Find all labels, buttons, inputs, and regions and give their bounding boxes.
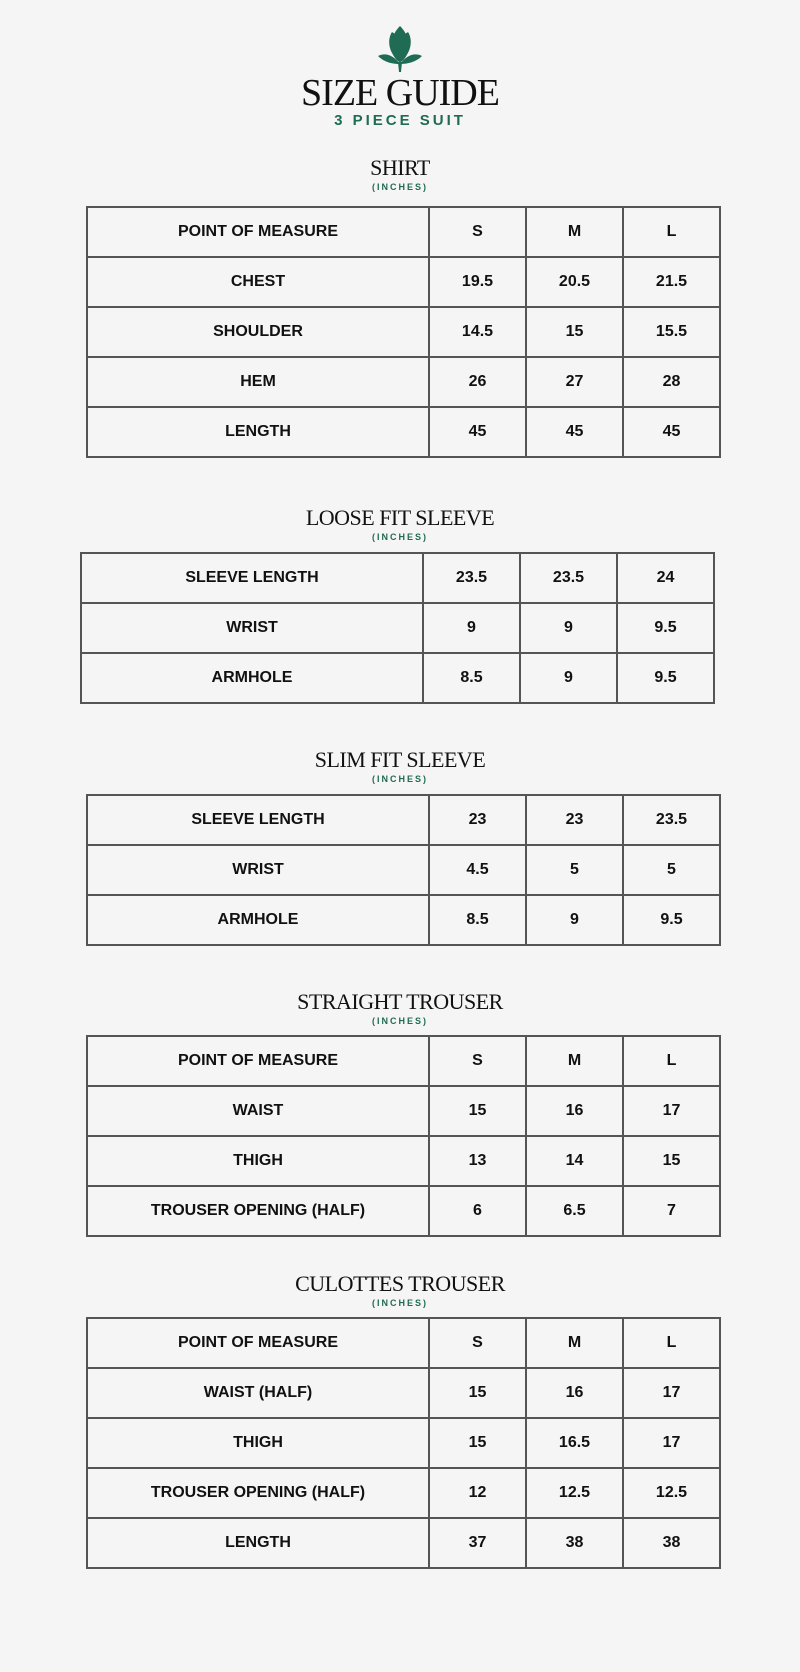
table-cell: 23 (429, 795, 526, 845)
table-cell: 21.5 (623, 257, 720, 307)
table-row (81, 553, 714, 603)
table-cell: ARMHOLE (87, 895, 429, 945)
page-title: SIZE GUIDE (301, 72, 499, 114)
table-cell: SLEEVE LENGTH (87, 795, 429, 845)
table-cell: 13 (429, 1136, 526, 1186)
table-cell: 20.5 (526, 257, 623, 307)
table-cell: 12 (429, 1468, 526, 1518)
table-cell: 9.5 (617, 603, 714, 653)
table-cell: 12.5 (623, 1468, 720, 1518)
section-unit: (INCHES) (372, 1298, 428, 1308)
section-title: LOOSE FIT SLEEVE (305, 505, 495, 530)
table-cell: HEM (87, 357, 429, 407)
table-cell: 45 (526, 407, 623, 457)
table-cell: 28 (623, 357, 720, 407)
table-row (87, 357, 720, 407)
table-row (87, 407, 720, 457)
table-cell: M (526, 1036, 623, 1086)
table-cell: 8.5 (423, 653, 520, 703)
table-cell: 9 (520, 603, 617, 653)
table-cell: 17 (623, 1368, 720, 1418)
section-title: STRAIGHT TROUSER (297, 989, 503, 1014)
table-cell: TROUSER OPENING (HALF) (87, 1468, 429, 1518)
table-cell: WRIST (87, 845, 429, 895)
table-row (87, 1418, 720, 1468)
table-cell: S (429, 1318, 526, 1368)
table-cell: 37 (429, 1518, 526, 1568)
table-cell: 7 (623, 1186, 720, 1236)
table-cell: 23.5 (423, 553, 520, 603)
table-cell: 17 (623, 1418, 720, 1468)
table-row (87, 895, 720, 945)
table-cell: 14.5 (429, 307, 526, 357)
table-cell: THIGH (87, 1418, 429, 1468)
lotus-icon (374, 22, 426, 74)
table-cell: 16.5 (526, 1418, 623, 1468)
straight-trouser-table (86, 1035, 721, 1237)
table-cell: S (429, 1036, 526, 1086)
table-cell: L (623, 1318, 720, 1368)
section-loose-fit-sleeve (0, 505, 800, 543)
table-cell: WAIST (87, 1086, 429, 1136)
table-cell: CHEST (87, 257, 429, 307)
section-title: SLIM FIT SLEEVE (314, 747, 486, 772)
table-cell: 4.5 (429, 845, 526, 895)
section-culottes-trouser (0, 1271, 800, 1309)
table-cell: 45 (623, 407, 720, 457)
section-unit: (INCHES) (372, 1016, 428, 1026)
table-cell: SHOULDER (87, 307, 429, 357)
table-cell: S (429, 207, 526, 257)
table-cell: 8.5 (429, 895, 526, 945)
table-cell: 23.5 (520, 553, 617, 603)
table-row (87, 1086, 720, 1136)
table-cell: 45 (429, 407, 526, 457)
table-cell: LENGTH (87, 1518, 429, 1568)
table-cell: 5 (526, 845, 623, 895)
table-cell: M (526, 207, 623, 257)
table-cell: POINT OF MEASURE (87, 207, 429, 257)
table-cell: 9 (520, 653, 617, 703)
table-cell: 16 (526, 1368, 623, 1418)
section-straight-trouser (0, 989, 800, 1027)
table-cell: 5 (623, 845, 720, 895)
table-cell: 16 (526, 1086, 623, 1136)
table-cell: 23.5 (623, 795, 720, 845)
table-row (87, 307, 720, 357)
table-row (87, 1036, 720, 1086)
table-cell: TROUSER OPENING (HALF) (87, 1186, 429, 1236)
table-cell: 15 (429, 1368, 526, 1418)
table-cell: L (623, 1036, 720, 1086)
table-cell: 9.5 (617, 653, 714, 703)
table-row (87, 795, 720, 845)
table-cell: 15 (526, 307, 623, 357)
table-cell: LENGTH (87, 407, 429, 457)
table-cell: THIGH (87, 1136, 429, 1186)
section-unit: (INCHES) (372, 532, 428, 542)
table-cell: 9.5 (623, 895, 720, 945)
table-cell: 38 (526, 1518, 623, 1568)
table-cell: 15 (623, 1136, 720, 1186)
table-cell: 38 (623, 1518, 720, 1568)
table-cell: 6 (429, 1186, 526, 1236)
table-cell: 15.5 (623, 307, 720, 357)
section-unit: (INCHES) (372, 774, 428, 784)
slim-fit-sleeve-table (86, 794, 721, 946)
table-cell: 12.5 (526, 1468, 623, 1518)
table-cell: 14 (526, 1136, 623, 1186)
section-shirt (0, 155, 800, 193)
table-cell: WAIST (HALF) (87, 1368, 429, 1418)
table-row (87, 1368, 720, 1418)
table-row (81, 653, 714, 703)
section-unit: (INCHES) (372, 182, 428, 192)
table-row (87, 1518, 720, 1568)
page-subtitle: 3 PIECE SUIT (334, 112, 466, 129)
table-row (81, 603, 714, 653)
table-cell: SLEEVE LENGTH (81, 553, 423, 603)
table-cell: 9 (423, 603, 520, 653)
table-cell: POINT OF MEASURE (87, 1036, 429, 1086)
table-row (87, 207, 720, 257)
table-row (87, 845, 720, 895)
table-row (87, 1468, 720, 1518)
table-cell: 23 (526, 795, 623, 845)
table-row (87, 257, 720, 307)
table-cell: 9 (526, 895, 623, 945)
table-cell: 17 (623, 1086, 720, 1136)
table-cell: 15 (429, 1086, 526, 1136)
culottes-trouser-table (86, 1317, 721, 1569)
table-cell: L (623, 207, 720, 257)
table-cell: 27 (526, 357, 623, 407)
table-row (87, 1186, 720, 1236)
loose-fit-sleeve-table (80, 552, 715, 704)
shirt-table (86, 206, 721, 458)
table-cell: 19.5 (429, 257, 526, 307)
table-cell: ARMHOLE (81, 653, 423, 703)
table-cell: M (526, 1318, 623, 1368)
section-title: CULOTTES TROUSER (295, 1271, 505, 1296)
table-row (87, 1136, 720, 1186)
table-cell: 26 (429, 357, 526, 407)
table-cell: POINT OF MEASURE (87, 1318, 429, 1368)
section-title: SHIRT (370, 155, 430, 180)
table-row (87, 1318, 720, 1368)
table-cell: 24 (617, 553, 714, 603)
section-slim-fit-sleeve (0, 747, 800, 785)
table-cell: 6.5 (526, 1186, 623, 1236)
table-cell: WRIST (81, 603, 423, 653)
table-cell: 15 (429, 1418, 526, 1468)
